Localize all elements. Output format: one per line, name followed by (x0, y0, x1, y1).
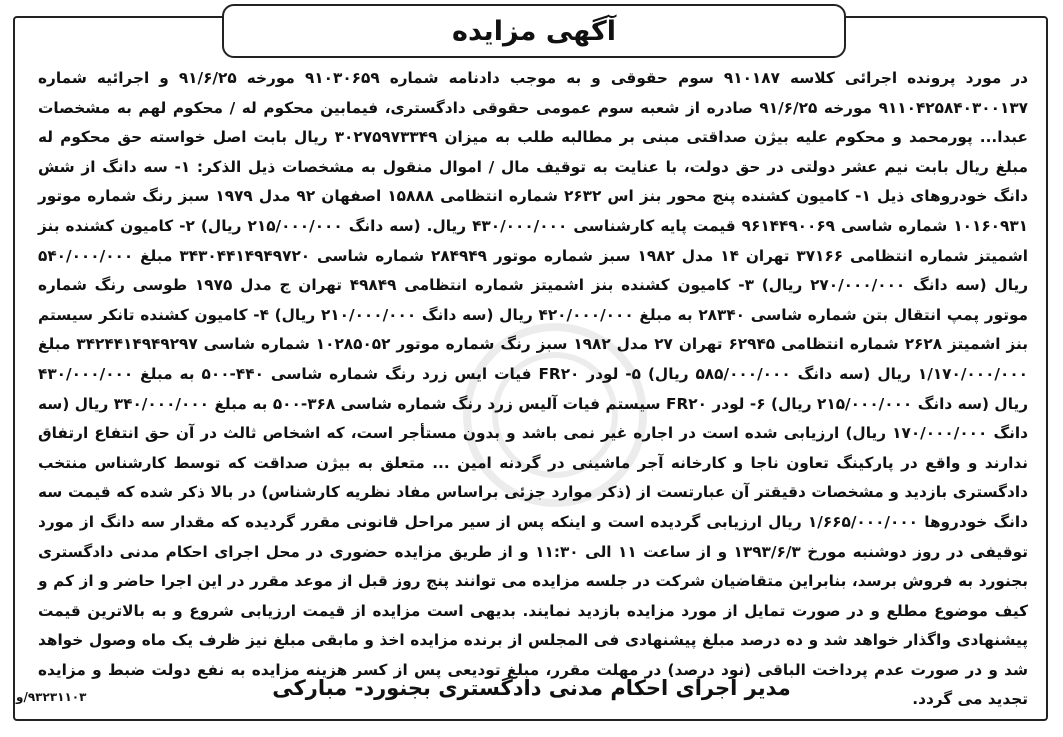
title-box (222, 4, 846, 58)
notice-signature: مدیر اجرای احکام مدنی دادگستری بجنورد- مبارکی (272, 676, 791, 700)
document-code: ۹۳۲۳۱۱۰۳/و (16, 690, 87, 704)
notice-body-paragraph: در مورد پرونده اجرائی کلاسه ۹۱۰۱۸۷ سوم حقوقی و به موجب دادنامه شماره ۹۱۰۳۰۶۵۹ مورخه ۹۱/۶/۲۵ و اجرائیه شماره ۹۱۱۰۴۲۵۸۴۰۳۰۰۱۳۷ مورخه ۹۱/۶/۲۵ صادره از شعبه سوم عمومی حقوقی دادگستری، فیمابین محکوم له / محکوم لهم به مشخصات عبدا... پورمحمد و محکوم علیه بیژن صداقتی مبنی بر مطالبه طلب به میزان ۳۰۲۷۵۹۷۳۳۴۹ ریال بابت اصل خواسته حق محکوم له مبلغ ریال بابت نیم عشر دولتی در حق دولت، با عنایت به توقیف مال / اموال منقول به مشخصات ذیل الذکر: ۱- سه دانگ از شش دانگ خودروهای ذیل ۱- کامیون کشنده پنج محور بنز اس ۲۶۳۲ شماره انتظامی ۱۵۸۸۸ اصفهان ۹۲ مدل ۱۹۷۹ سبز رنگ شماره موتور ۱۰۱۶۰۹۳۱ شماره شاسی ۹۶۱۴۴۹۰۰۶۹ قیمت پایه کارشناسی ۴۳۰/۰۰۰/۰۰۰ ریال. (سه دانگ ۲۱۵/۰۰۰/۰۰۰ ریال) ۲- کامیون کشنده بنز اشمیتز شماره انتظامی ۳۷۱۶۶ تهران ۱۴ مدل ۱۹۸۲ سبز شماره موتور ۲۸۴۹۴۹ شماره شاسی ۳۴۳۰۴۴۱۴۹۴۹۷۲۰ مبلغ ۵۴۰/۰۰۰/۰۰۰ ریال (سه دانگ ۲۷۰/۰۰۰/۰۰۰ ریال) ۳- کامیون کشنده بنز اشمیتز شماره انتظامی ۴۹۸۴۹ تهران ج مدل ۱۹۷۵ طوسی رنگ شماره موتور پمپ انتقال بتن شماره شاسی ۲۸۳۴۰ به مبلغ ۴۲۰/۰۰۰/۰۰۰ ریال (سه دانگ ۲۱۰/۰۰۰/۰۰۰ ریال) ۴- کامیون کشنده تانکر سیستم بنز اشمیتز ۲۶۲۸ شماره انتظامی ۶۲۹۴۵ تهران ۲۷ مدل ۱۹۸۲ سبز رنگ شماره موتور ۱۰۲۸۵۰۵۲ شماره شاسی ۳۴۲۴۴۱۴۹۴۹۲۹۷ مبلغ ۱/۱۷۰/۰۰۰/۰۰۰ ریال (سه دانگ ۵۸۵/۰۰۰/۰۰۰ ریال) ۵- لودر FR۲۰ فیات ایس زرد رنگ شماره شاسی ۴۴۰-۵۰۰ به مبلغ ۴۳۰/۰۰۰/۰۰۰ ریال (سه دانگ ۲۱۵/۰۰۰/۰۰۰ ریال) ۶- لودر FR۲۰ سیستم فیات آلیس زرد رنگ شماره شاسی ۳۶۸-۵۰۰ به مبلغ ۳۴۰/۰۰۰/۰۰۰ ریال (سه دانگ ۱۷۰/۰۰۰/۰۰۰ ریال) ارزیابی شده است در اجاره غیر نمی باشد و بدون مستأجر است، که اشخاص ثالث در آن حق انتفاع ارتفاق ندارند و واقع در پارکینگ تعاون ناجا و کارخانه آجر ماشینی در گردنه امین ... متعلق به بیژن صداقت که توسط کارشناس منتخب دادگستری بازدید و مشخصات دقیقتر آن عبارتست از (ذکر موارد جزئی براساس مفاد نظریه کارشناس) در بالا ذکر شده که قیمت سه دانگ خودروها ۱/۶۶۵/۰۰۰/۰۰۰ ریال ارزیابی گردیده است و اینکه پس از سیر مراحل قانونی مقرر گردیده که مقدار سه دانگ از مورد توقیفی در روز دوشنبه مورخ ۱۳۹۳/۶/۳ و از ساعت ۱۱ الی ۱۱:۳۰ و از طریق مزایده حضوری در محل اجرای احکام مدنی دادگستری بجنورد به فروش برسد، بنابراین متقاضیان شرکت در جلسه مزایده می توانند پنج روز قبل از موعد مقرر در این اجرا حاضر و از کم و کیف موضوع مطلع و در صورت تمایل از مورد مزایده بازدید نمایند. بدیهی است مزایده از قیمت ارزیابی شروع و به بالاترین قیمت پیشنهادی واگذار خواهد شد و ده درصد مبلغ پیشنهادی فی المجلس از برنده مزایده اخذ و مابقی مبلغ نیز ظرف یک ماه وصول خواهد شد و در صورت عدم پرداخت الباقی (نود درصد) در مهلت مقرر، مبلغ تودیعی پس از کسر هزینه مزایده به نفع دولت ضبط و مزایده تجدید می گردد. (38, 69, 1029, 709)
notice-title: آگهی مزایده (452, 15, 616, 47)
